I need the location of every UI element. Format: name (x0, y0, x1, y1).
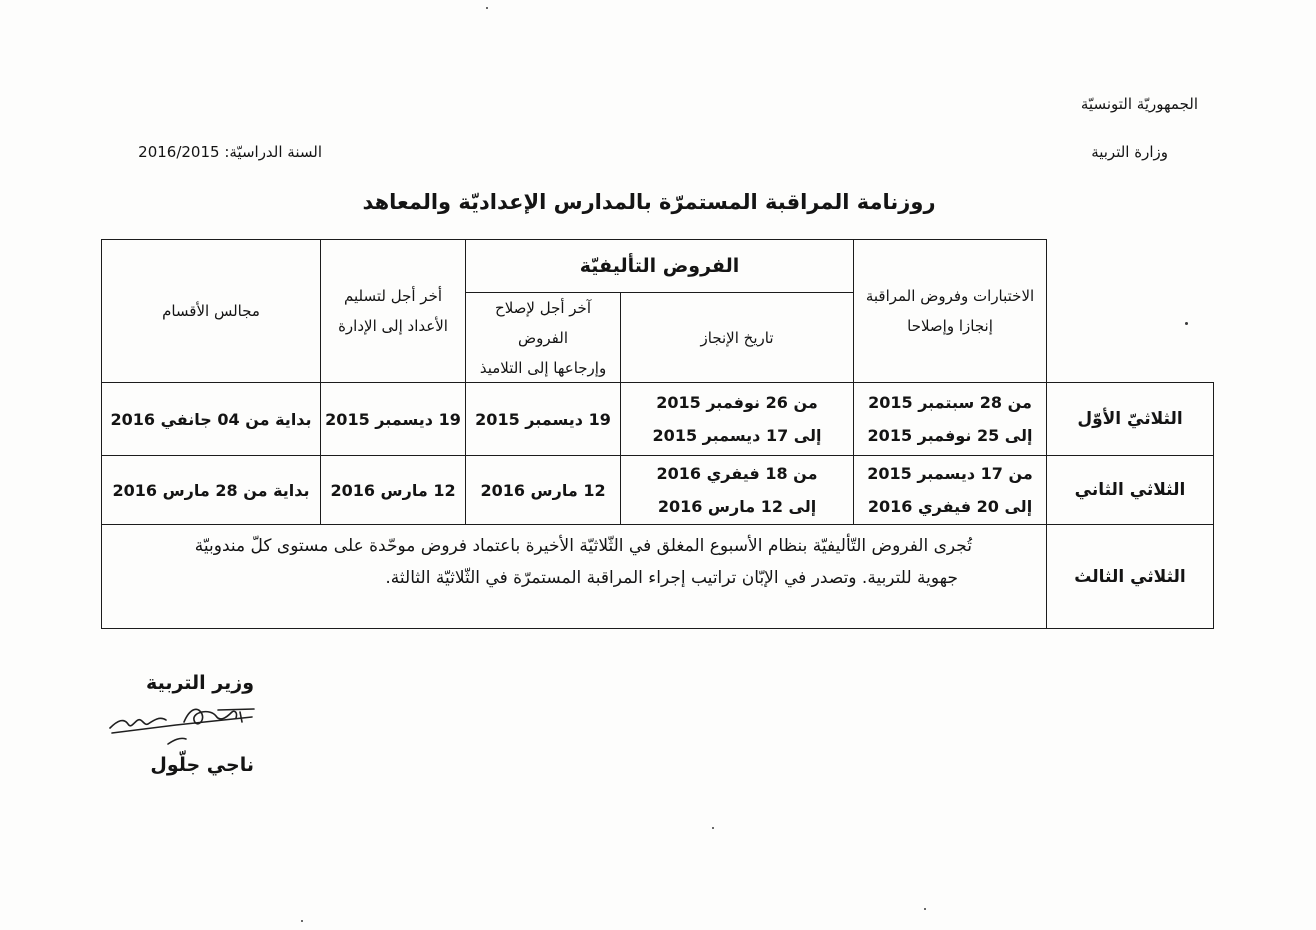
term-2-completion-to: إلى 12 مارس 2016 (657, 497, 817, 516)
scan-speck (712, 827, 714, 829)
document-title: روزنامة المراقبة المستمرّة بالمدارس الإعداديّة والمعاهد (362, 190, 936, 214)
header-grades-deadline (320, 239, 466, 383)
ministry-heading: وزارة التربية (1091, 143, 1168, 161)
header-councils-label: مجالس الأقسام (162, 302, 260, 320)
term-1-tests-to: إلى 25 نوفمبر 2015 (867, 426, 1033, 445)
term-3-note (101, 524, 1047, 629)
header-completion-label: تاريخ الإنجاز (700, 328, 774, 347)
term-1-completion-from: من 26 نوفمبر 2015 (656, 393, 818, 412)
scan-speck (486, 7, 488, 9)
republic-heading: الجمهوريّة التونسيّة (1080, 95, 1198, 113)
header-class-councils (101, 239, 321, 383)
minister-name: ناجي جلّول (150, 754, 254, 776)
term-1-class-councils (101, 382, 321, 456)
term-2-completion-from: من 18 فيفري 2016 (656, 464, 818, 483)
header-correction-line-3: وإرجاعها إلى التلاميذ (479, 358, 607, 377)
term-3-label: الثلاثي الثالث (1074, 566, 1186, 587)
header-grades-line-2: الأعداد إلى الإدارة (338, 317, 448, 335)
minister-title: وزير التربية (146, 672, 254, 694)
term-1-completion-to: إلى 17 ديسمبر 2015 (652, 426, 822, 445)
scan-speck (1185, 322, 1188, 325)
term-2-grades-date: 12 مارس 2016 (330, 480, 456, 500)
term-1-label: الثلاثيّ الأوّل (1077, 409, 1183, 429)
header-correction-line-2: الفروض (518, 328, 568, 347)
term-2-tests-from: من 17 ديسمبر 2015 (867, 464, 1033, 483)
header-tests-line-1: الاختبارات وفروض المراقبة (865, 287, 1035, 305)
term-1-councils-date: بداية من 04 جانفي 2016 (110, 409, 312, 429)
header-synthesis (465, 239, 854, 293)
term-2-label: الثلاثي الثاني (1074, 480, 1186, 500)
header-tests (853, 239, 1047, 383)
term-1-completion-period (620, 382, 854, 456)
header-tests-line-2: إنجازا وإصلاحا (907, 317, 993, 335)
term-1-tests-from: من 28 سبتمبر 2015 (868, 393, 1032, 412)
school-year: السنة الدراسيّة: 2016/2015 (138, 143, 322, 161)
term-2-correction-date: 12 مارس 2016 (480, 480, 606, 500)
term-1-grades-date: 19 ديسمبر 2015 (325, 409, 461, 429)
term-1-grades-deadline (320, 382, 466, 456)
term-2-councils-date: بداية من 28 مارس 2016 (112, 480, 310, 500)
term-1-correction-date: 19 ديسمبر 2015 (475, 409, 611, 429)
term-3-label-cell (1046, 524, 1214, 629)
header-synthesis-label: الفروض التأليفيّة (579, 255, 740, 277)
term-2-label-cell (1046, 455, 1214, 525)
term-2-grades-deadline (320, 455, 466, 525)
header-correction-deadline (465, 292, 621, 383)
term-1-label-cell (1046, 382, 1214, 456)
header-correction-line-1: آخر أجل لإصلاح (495, 298, 591, 317)
term-2-tests-to: إلى 20 فيفري 2016 (867, 497, 1033, 516)
term-2-completion-period (620, 455, 854, 525)
scan-speck (924, 908, 926, 910)
term-2-tests-period (853, 455, 1047, 525)
term-1-tests-period (853, 382, 1047, 456)
term-3-note-line-2: جهوية للتربية. وتصدر في الإبّان تراتيب إجراء المراقبة المستمرّة في الثّلاثيّة الثالثة. (385, 568, 958, 588)
header-grades-line-1: أخر أجل لتسليم (344, 287, 443, 305)
term-2-class-councils (101, 455, 321, 525)
scan-speck (301, 920, 303, 922)
term-1-correction-deadline (465, 382, 621, 456)
term-3-note-line-1: تُجرى الفروض التّأليفيّة بنظام الأسبوع المغلق في الثّلاثيّة الأخيرة باعتماد فروض موحّدة على مستوى كلّ مندوبيّة (194, 536, 972, 556)
term-2-correction-deadline (465, 455, 621, 525)
header-completion-date (620, 292, 854, 383)
handwritten-signature (106, 698, 256, 746)
